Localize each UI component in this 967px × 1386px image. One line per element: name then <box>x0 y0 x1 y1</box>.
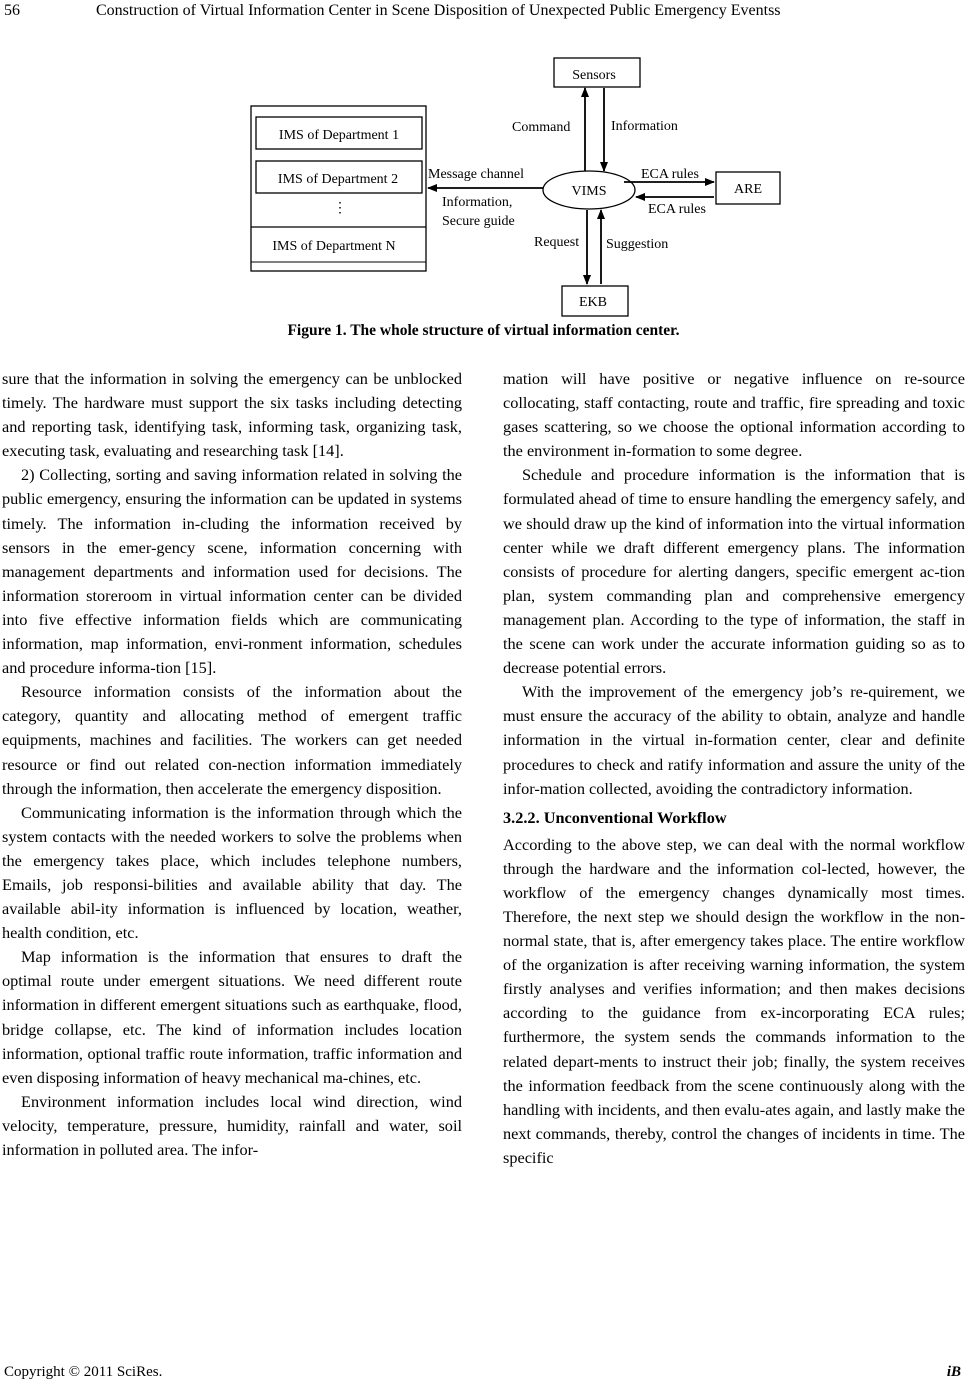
dept1-label: IMS of Department 1 <box>278 128 400 143</box>
info-secure-label-1: Information, <box>442 195 513 210</box>
page-number: 56 <box>4 2 20 19</box>
figure-caption: Figure 1. The whole structure of virtual information center. <box>287 322 680 339</box>
suggestion-label: Suggestion <box>606 237 669 252</box>
message-channel-label: Message channel <box>428 167 525 182</box>
journal-abbrev: iB <box>946 1364 961 1380</box>
deptN-label: IMS of Department N <box>272 239 396 254</box>
right-paragraph: Schedule and procedure information is the information that is formulated ahead of time to ensure handling the emergency safely, and we should draw up the kind of information into the virtual information center while we draft different emergency plans. The information consists of procedure for alerting dangers, specific emergent ac-tion plan, system commanding plan and comprehensive emergency management plan. According to the type of information, the staff in the scene can work under the accurate information guiding so as to decrease potential errors. <box>503 465 965 678</box>
right-paragraph: According to the above step, we can deal with the normal workflow through the hardware and the information col-lected, however, the workflow of the emergency changes dynamically most times. Therefore, the next step we should design the workflow in the non-normal state, that is, after emergency takes place. The entire workflow of the organization is after receiving warning information, the system firstly analyses and verifies information; and then makes decisions according to the guidance from ex-incorporating ECA rules; furthermore, the system sends the commands information to the related depart-ments to instruct their job; finally, the system receives the information feedback from the scene continuously along with the handling with incidents, and then evalu-ates again, and lastly make the next commands, thereby, control the changes of incidents in time. The specific <box>503 834 965 1167</box>
left-paragraph: Resource information consists of the information about the category, quantity and allocating method of emergent traffic equipments, machines and facilities. The workers can get needed resource or find out related con-nection information immediately through the information, then accelerate the emergency disposition. <box>2 682 462 798</box>
left-column <box>2 367 462 1162</box>
sensors-label: Sensors <box>572 68 616 83</box>
dept2-label: IMS of Department 2 <box>277 172 399 187</box>
left-paragraph: Environment information includes local wind direction, wind velocity, temperature, pressure, humidity, rainfall and water, soil information in polluted area. The infor- <box>2 1091 462 1159</box>
eca-rules-top-label: ECA rules <box>641 167 699 182</box>
right-paragraph: mation will have positive or negative influence on re-source collocating, staff contacting, route and traffic, fire spreading and toxic gases scattering, so we choose the optional information according to the environment in-formation to some degree. <box>503 369 965 461</box>
figure-diagram <box>0 0 967 320</box>
left-paragraph: Map information is the information that ensures to draft the optimal route under emergent situations. We need different route information in different emergent situations such as earthquake, flood, bridge collapse, etc. The kind of information includes location information, optional traffic route information, traffic information and even disposing information of heavy mechanical ma-chines, etc. <box>2 947 462 1087</box>
right-paragraph: With the improvement of the emergency job’s re-quirement, we must ensure the accuracy of the ability to obtain, analyze and handle information in the virtual in-formation center, clear and definite procedures to check and ratify information and assure the unity of the infor-mation collected, avoiding the contradictory information. <box>503 682 965 798</box>
info-secure-label-2: Secure guide <box>442 214 515 229</box>
copyright-notice: Copyright © 2011 SciRes. <box>4 1364 163 1380</box>
section-heading: 3.2.2. Unconventional Workflow <box>503 807 727 827</box>
right-column <box>503 367 965 1170</box>
vims-label: VIMS <box>571 184 607 199</box>
are-label: ARE <box>734 182 762 197</box>
ellipsis: ⋮ <box>333 201 347 216</box>
running-title: Construction of Virtual Information Center in Scene Disposition of Unexpected Public Emergency Eventss <box>96 2 781 19</box>
left-paragraph: Communicating information is the information through which the system contacts with the needed workers to solve the problems when the emergency takes place, which includes telephone numbers, Emails, job responsi-bilities and available ability that day. The available abil-ity information is influenced by location, weather, health condition, etc. <box>2 802 462 943</box>
eca-rules-bottom-label: ECA rules <box>648 202 706 217</box>
left-paragraph: 2) Collecting, sorting and saving information related in solving the public emergency, ensuring the information can be updated in systems timely. The information in-cluding the information received by sensors in the emer-gency scene, information concerning with management departments and information used for decisions. The information storeroom in virtual information center can be divided into five effective information fields which are communicating information, map information, envi-ronment information, schedules and procedure informa-tion [15]. <box>2 465 462 678</box>
left-paragraph: sure that the information in solving the emergency can be unblocked timely. The hardware must support the six tasks including detecting and reporting task, identifying task, informing task, organizing task, executing task, evaluating and researching task [14]. <box>2 369 462 461</box>
ekb-label: EKB <box>579 295 607 310</box>
information-label: Information <box>611 119 678 134</box>
request-label: Request <box>534 235 580 250</box>
command-label: Command <box>512 120 571 135</box>
